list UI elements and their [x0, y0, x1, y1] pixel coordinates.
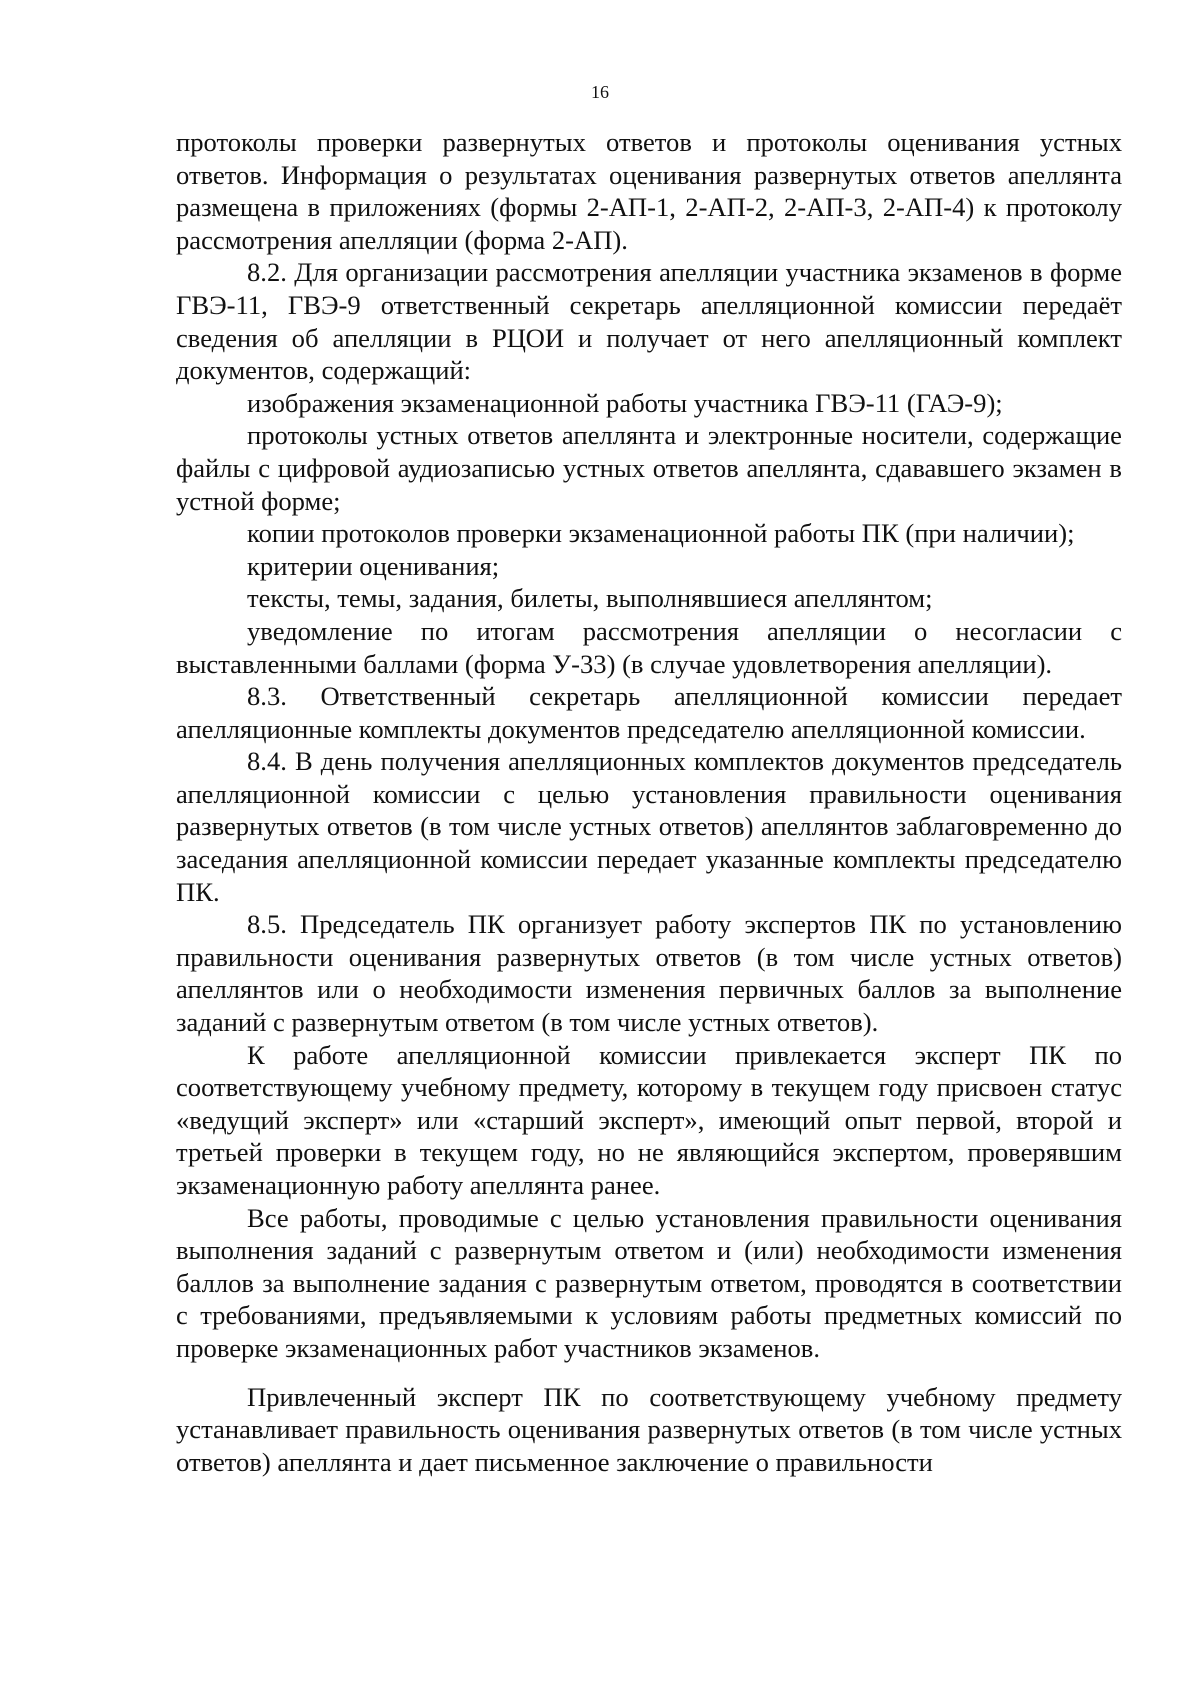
list-item-texts-topics: тексты, темы, задания, билеты, выполнявшиеся апеллянтом; [247, 583, 933, 614]
paragraph-8-5: 8.5. Председатель ПК организует работу экспертов ПК по установлению правильности оценивания развернутых ответов (в том числе устных ответов) апеллянтов или о необходимости изменения первичных баллов за выполнение заданий с развернутым ответом (в том числе устных ответов). [176, 909, 1122, 1038]
paragraph-engaged-expert: Привлеченный эксперт ПК по соответствующему учебному предмету устанавливает правильность оценивания развернутых ответов (в том числе устных ответов) апеллянта и дает письменное заключение о правильности [176, 1381, 1122, 1477]
document-body [176, 126, 1122, 1478]
paragraph-8-3: 8.3. Ответственный секретарь апелляционной комиссии передает апелляционные комплекты документов председателю апелляционной комиссии. [176, 681, 1122, 744]
page-number: 16 [591, 82, 609, 102]
paragraph-continuation: протоколы проверки развернутых ответов и протоколы оценивания устных ответов. Информация о результатах оценивания развернутых ответов апеллянта размещена в приложениях (формы 2-АП-1, 2-АП-2, 2-АП-3, 2-АП-4) к протоколу рассмотрения апелляции (форма 2-АП). [176, 127, 1122, 255]
paragraph-all-works: Все работы, проводимые с целью установления правильности оценивания выполнения заданий с развернутым ответом и (или) необходимости изменения баллов за выполнение задания с развернутым ответом, проводятся в соответствии с требованиями, предъявляемыми к условиям работы предметных комиссий по проверке экзаменационных работ участников экзаменов. [176, 1202, 1122, 1363]
list-item-check-protocol-copies: копии протоколов проверки экзаменационной работы ПК (при наличии); [247, 518, 1075, 549]
list-item-exam-images: изображения экзаменационной работы участника ГВЭ-11 (ГАЭ-9); [247, 387, 1003, 418]
paragraph-8-2: 8.2. Для организации рассмотрения апелляции участника экзаменов в форме ГВЭ-11, ГВЭ-9 ответственный секретарь апелляционной комиссии передаёт сведения об апелляции в РЦОИ и получает от него апелляционный комплект документов, содержащий: [176, 257, 1122, 386]
list-item-criteria: критерии оценивания; [247, 550, 500, 581]
paragraph-8-4: 8.4. В день получения апелляционных комплектов документов председатель апелляционной комиссии с целью установления правильности оценивания развернутых ответов (в том числе устных ответов) апеллянтов заблаговременно до заседания апелляционной комиссии передает указанные комплекты председателю ПК. [176, 746, 1122, 907]
list-item-oral-protocols: протоколы устных ответов апеллянта и электронные носители, содержащие файлы с цифровой аудиозаписью устных ответов апеллянта, сдававшего экзамен в устной форме; [176, 420, 1122, 516]
list-item-notification: уведомление по итогам рассмотрения апелляции о несогласии с выставленными баллами (форма У-33) (в случае удовлетворения апелляции). [176, 615, 1122, 679]
paragraph-expert-involvement: К работе апелляционной комиссии привлекается эксперт ПК по соответствующему учебному предмету, которому в текущем году присвоен статус «ведущий эксперт» или «старший эксперт», имеющий опыт первой, второй и третьей проверки в текущем году, но не являющийся экспертом, проверявшим экзаменационную работу апеллянта ранее. [176, 1039, 1122, 1200]
